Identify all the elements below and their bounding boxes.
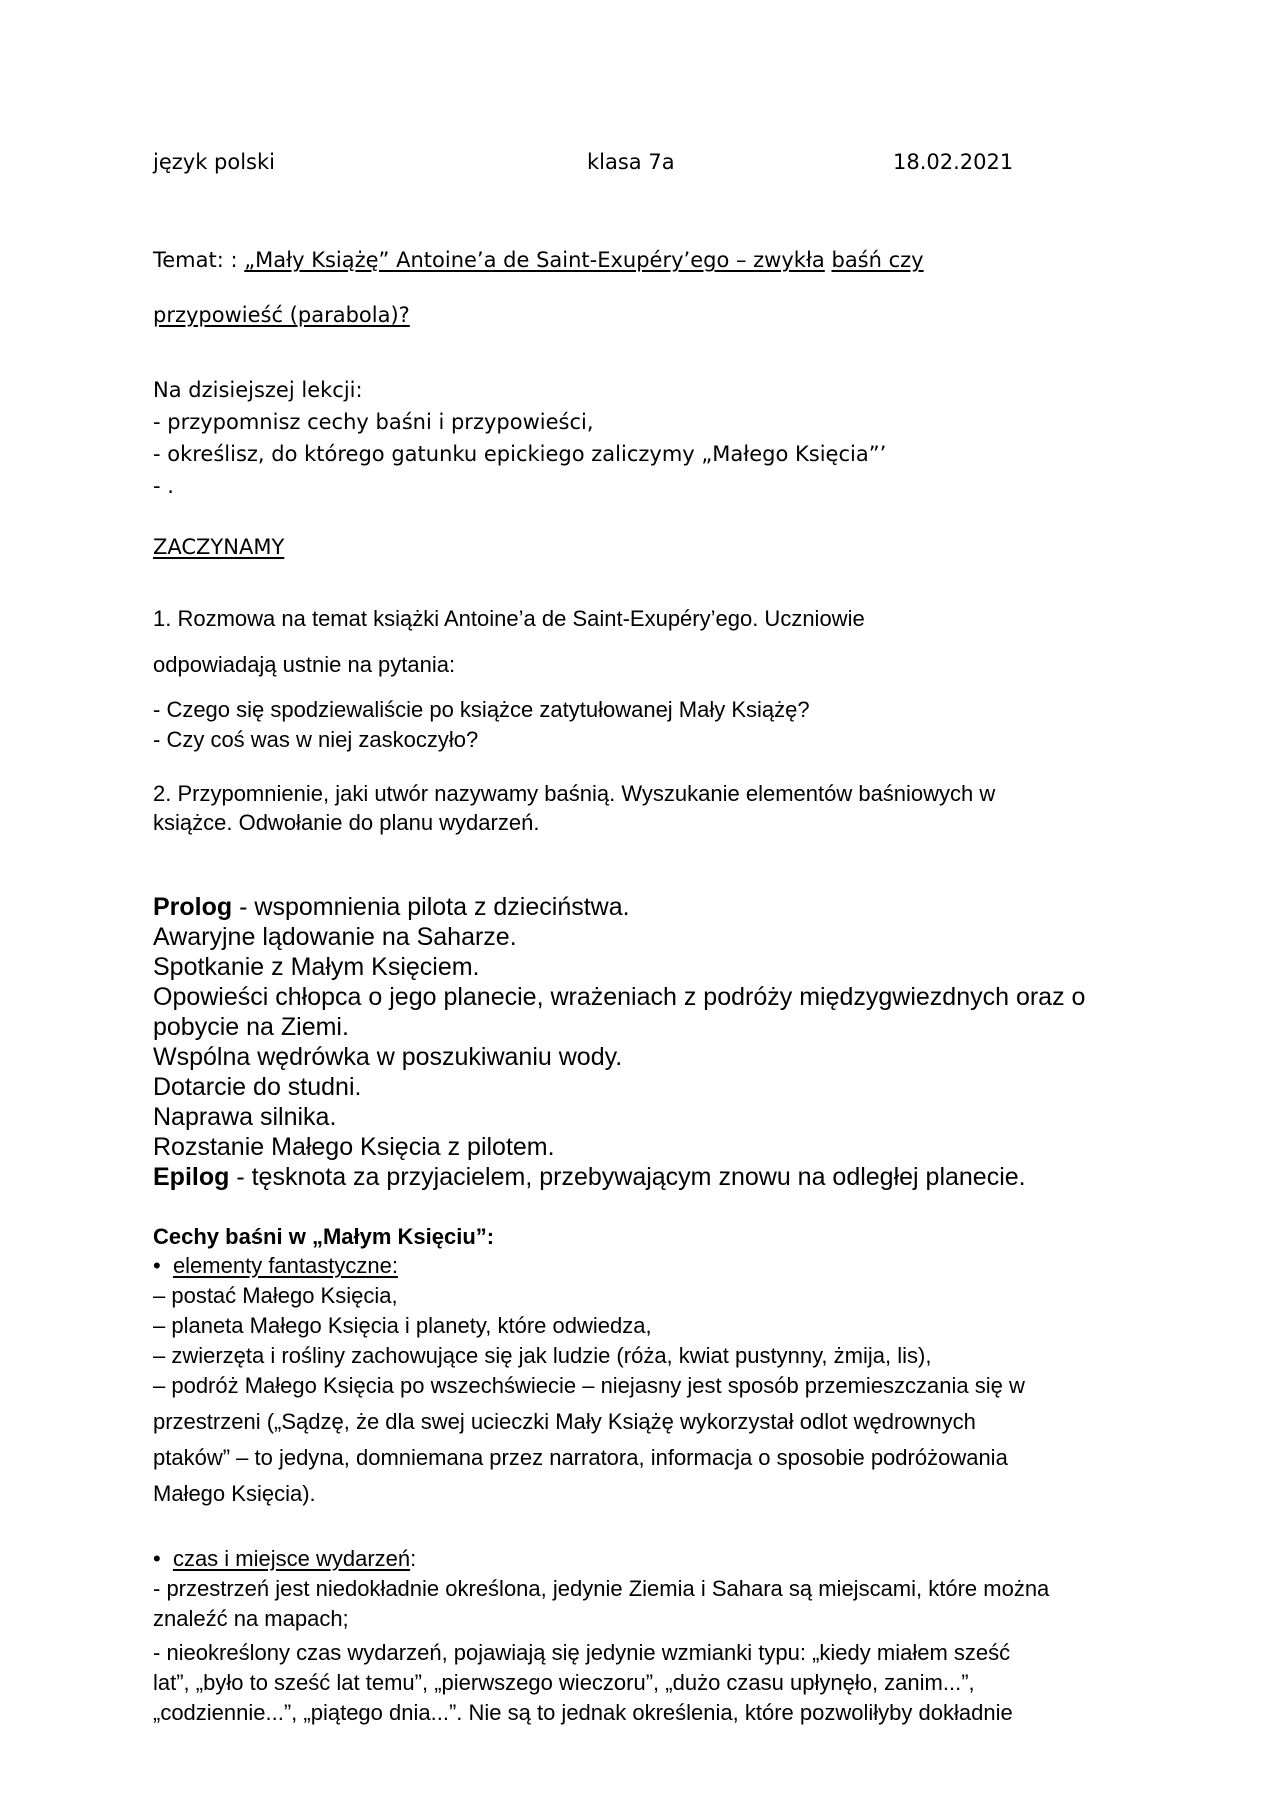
task-2-line-1: 2. Przypomnienie, jaki utwór nazywamy baśnią. Wyszukanie elementów baśniowych w [153,781,996,806]
bullet-icon: • [153,1253,161,1278]
time-place-label: czas i miejsce wydarzeń [172,1546,411,1571]
lesson-goal-item: - . [153,474,174,498]
header-date: 18.02.2021 [893,150,1014,174]
epilog-label: Epilog [153,1163,230,1191]
fantastic-line: ptaków” – to jedyna, domniemana przez narratora, informacja o sposobie podróżowania [153,1445,1008,1470]
time-place-line: - przestrzeń jest niedokładnie określona, jedynie Ziemia i Sahara są miejscami, które można [153,1576,1050,1601]
features-heading: Cechy baśni w „Małym Księciu”: [153,1224,495,1249]
plan-item: pobycie na Ziemi. [153,1013,349,1041]
plan-item: Naprawa silnika. [153,1103,337,1131]
task-1-line-2: odpowiadają ustnie na pytania: [153,652,456,677]
time-place-heading [153,1546,416,1572]
fantastic-line: – postać Małego Księcia, [153,1283,398,1308]
time-place-line: - nieokreślony czas wydarzeń, pojawiają się jedynie wzmianki typu: „kiedy miałem sześć [153,1640,1011,1665]
epilog-text: - tęsknota za przyjacielem, przebywającym znowu na odległej planecie. [229,1163,1026,1191]
task-1-question: - Czego się spodziewaliście po książce zatytułowanej Mały Książę? [153,697,810,722]
plan-prolog [153,892,630,922]
plan-epilog [153,1162,1026,1192]
prolog-text: - wspomnienia pilota z dzieciństwa. [232,893,630,921]
time-place-line: znaleźć na mapach; [153,1606,349,1631]
plan-item: Spotkanie z Małym Księciem. [153,953,480,981]
plan-item: Awaryjne lądowanie na Saharze. [153,923,517,951]
time-place-line: lat”, „było to sześć lat temu”, „pierwszego wieczoru”, „dużo czasu upłynęło, zanim...”, [153,1670,975,1695]
fantastic-heading [153,1253,398,1279]
topic-line-1 [153,248,924,273]
time-place-label-suffix: : [410,1546,417,1571]
task-2-line-2: książce. Odwołanie do planu wydarzeń. [153,810,540,835]
lesson-goal-item: - określisz, do którego gatunku epickiego zaliczymy „Małego Księcia”’ [153,442,887,466]
topic-prefix: Temat: : [153,248,245,272]
lesson-goals-intro: Na dzisiejszej lekcji: [153,378,363,402]
time-place-line: „codziennie...”, „piątego dnia...”. Nie są to jednak określenia, które pozwoliłyby dokładnie [153,1700,1013,1725]
fantastic-label: elementy fantastyczne: [172,1253,398,1278]
plan-item: Opowieści chłopca o jego planecie, wrażeniach z podróży międzygwiezdnych oraz o [153,983,1086,1011]
topic-line-2: przypowieść (parabola)? [153,303,410,327]
fantastic-line: – planeta Małego Księcia i planety, które odwiedza, [153,1313,652,1338]
fantastic-line: przestrzeni („Sądzę, że dla swej ucieczki Mały Książę wykorzystał odlot wędrownych [153,1409,976,1434]
topic-title-end: baśń czy [831,248,924,272]
fantastic-line: Małego Księcia). [153,1481,316,1506]
fantastic-line: – podróż Małego Księcia po wszechświecie – niejasny jest sposób przemieszczania się w [153,1373,1025,1398]
plan-item: Rozstanie Małego Księcia z pilotem. [153,1133,555,1161]
bullet-icon: • [153,1546,161,1571]
plan-item: Dotarcie do studni. [153,1073,362,1101]
topic-title: „Mały Książę” Antoine’a de Saint-Exupéry’ego – zwykła [244,248,825,272]
start-label: ZACZYNAMY [153,535,285,559]
task-1-line-1: 1. Rozmowa na temat książki Antoine’a de Saint-Exupéry’ego. Uczniowie [153,606,865,631]
lesson-goal-item: - przypomnisz cechy baśni i przypowieści, [153,410,594,434]
fantastic-line: – zwierzęta i rośliny zachowujące się jak ludzie (róża, kwiat pustynny, żmija, lis), [153,1343,932,1368]
header-class: klasa 7a [587,150,675,174]
prolog-label: Prolog [153,893,233,921]
plan-item: Wspólna wędrówka w poszukiwaniu wody. [153,1043,623,1071]
task-1-question: - Czy coś was w niej zaskoczyło? [153,727,479,752]
header-subject: język polski [153,150,275,174]
